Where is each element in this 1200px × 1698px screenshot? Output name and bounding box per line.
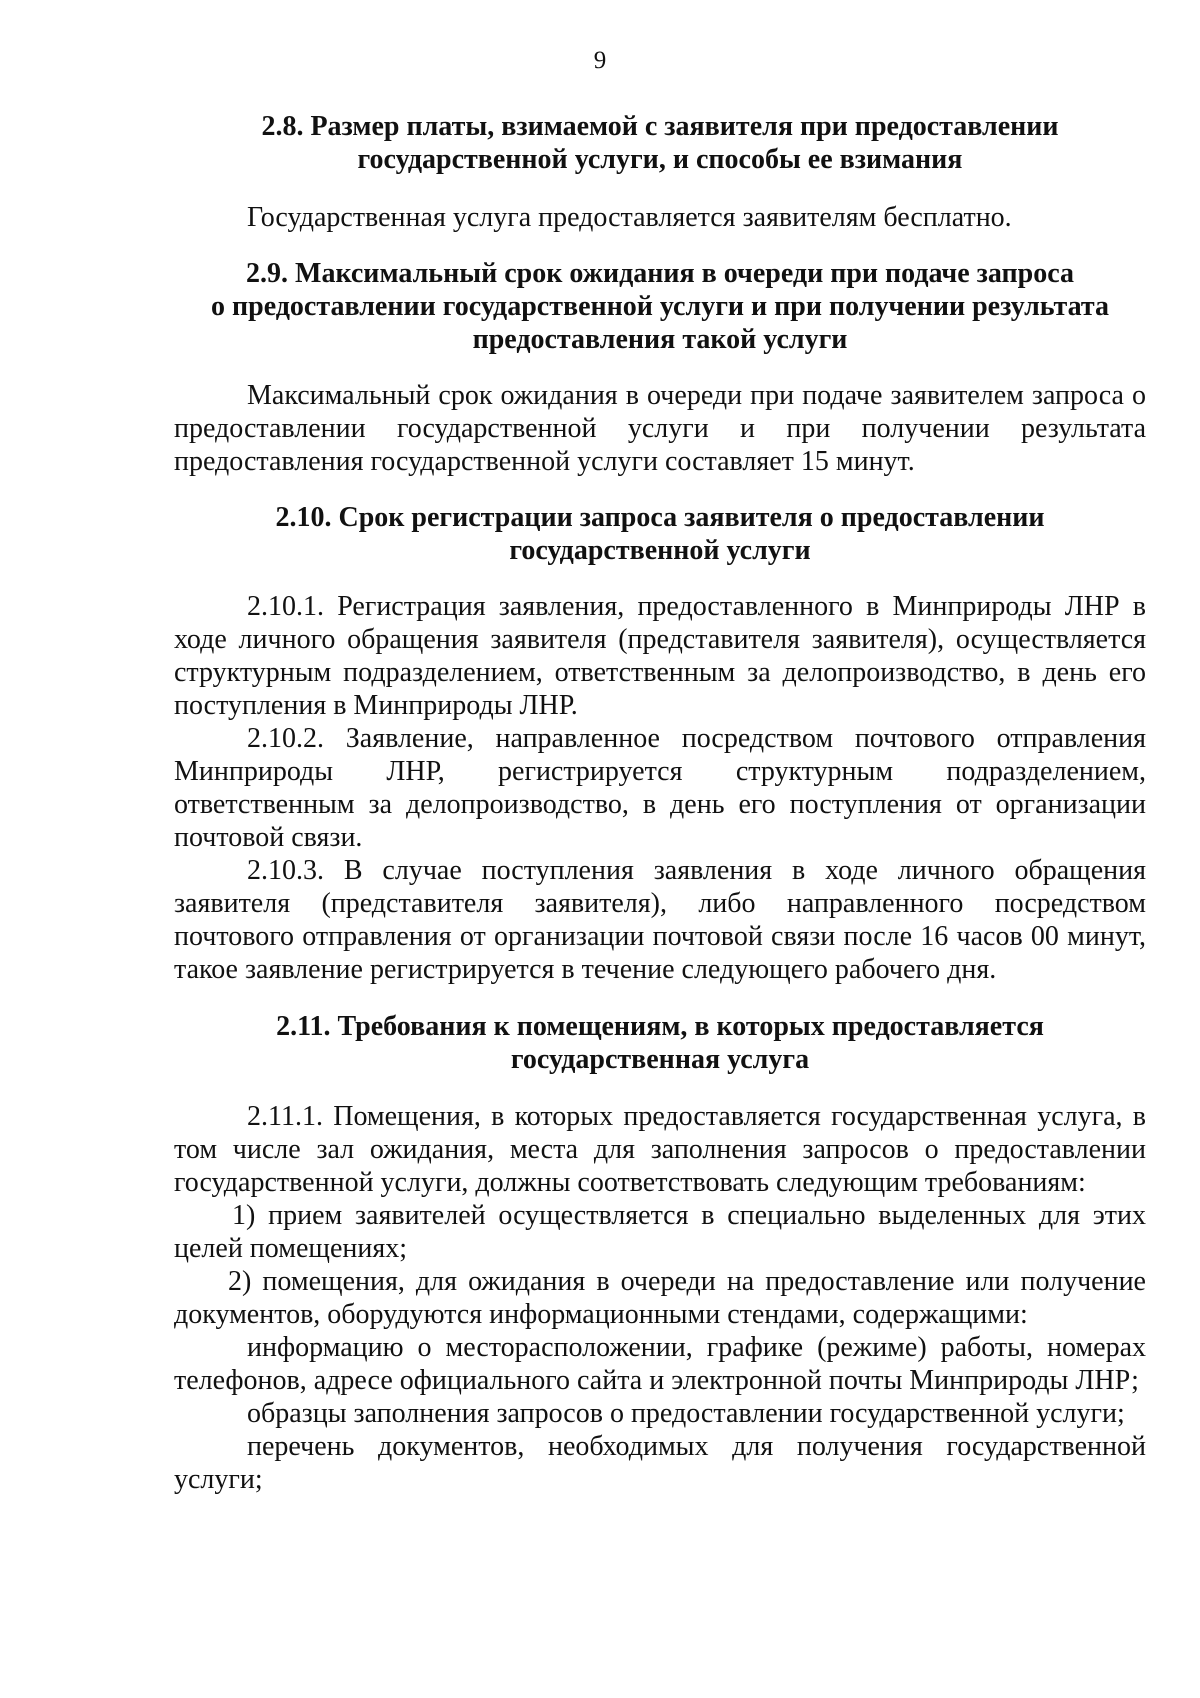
section-2-8 <box>174 110 1146 234</box>
section-2-10-paragraph-3: 2.10.3. В случае поступления заявления в ходе личного обращения заявителя (представителя заявителя), либо направленного посредством почтового отправления от организации почтовой связи после 16 часов 00 минут, такое заявление регистрируется в течение следующего рабочего дня. <box>174 855 1146 985</box>
section-2-9-heading <box>174 257 1146 356</box>
section-2-9 <box>174 257 1146 478</box>
section-2-9-heading-line-3: предоставления такой услуги <box>472 324 848 355</box>
section-2-8-heading-line-2: государственной услуги, и способы ее взимания <box>357 144 963 175</box>
section-2-11-heading <box>174 1010 1146 1076</box>
section-2-10-paragraph-2: 2.10.2. Заявление, направленное посредством почтового отправления Минприроды ЛНР, регистрируется структурным подразделением, ответственным за делопроизводство, в день его поступления от организации почтовой связи. <box>174 723 1146 853</box>
section-2-11-heading-line-1: 2.11. Требования к помещениям, в которых предоставляется <box>276 1011 1044 1042</box>
section-2-11-heading-line-2: государственная услуга <box>510 1044 810 1075</box>
section-2-10-heading-line-2: государственной услуги <box>509 535 811 566</box>
section-2-10-heading-line-1: 2.10. Срок регистрации запроса заявителя о предоставлении <box>275 502 1045 533</box>
section-2-9-paragraph-1: Максимальный срок ожидания в очереди при подаче заявителем запроса о предоставлении государственной услуги и при получении результата предоставления государственной услуги составляет 15 минут. <box>174 380 1146 477</box>
section-2-10-heading <box>174 501 1146 567</box>
page-number: 9 <box>593 47 607 74</box>
section-2-9-heading-line-1: 2.9. Максимальный срок ожидания в очереди при подаче запроса <box>246 258 1074 289</box>
section-2-11-paragraph-samples: образцы заполнения запросов о предоставлении государственной услуги; <box>247 1398 1125 1429</box>
section-2-11-list-item-1: 1) прием заявителей осуществляется в специально выделенных для этих целей помещениях; <box>174 1200 1146 1264</box>
section-2-10-paragraph-1: 2.10.1. Регистрация заявления, предоставленного в Минприроды ЛНР в ходе личного обращения заявителя (представителя заявителя), осуществляется структурным подразделением, ответственным за делопроизводство, в день его поступления в Минприроды ЛНР. <box>174 591 1146 721</box>
section-2-11 <box>174 1010 1146 1496</box>
section-2-8-paragraph-1: Государственная услуга предоставляется заявителям бесплатно. <box>247 202 1012 233</box>
section-2-8-heading-line-1: 2.8. Размер платы, взимаемой с заявителя при предоставлении <box>261 111 1059 142</box>
page-body <box>174 110 1146 1496</box>
section-2-10 <box>174 501 1146 986</box>
section-2-11-paragraph-stand-info: информацию о месторасположении, графике (режиме) работы, номерах телефонов, адресе официального сайта и электронной почты Минприроды ЛНР; <box>174 1332 1146 1396</box>
section-2-8-heading <box>174 110 1146 176</box>
section-2-11-paragraph-1: 2.11.1. Помещения, в которых предоставляется государственная услуга, в том числе зал ожидания, места для заполнения запросов о предоставлении государственной услуги, должны соответствовать следующим требованиям: <box>174 1101 1146 1198</box>
section-2-11-list-item-2: 2) помещения, для ожидания в очереди на предоставление или получение документов, оборудуются информационными стендами, содержащими: <box>174 1266 1146 1330</box>
section-2-9-heading-line-2: о предоставлении государственной услуги и при получении результата <box>211 291 1109 322</box>
section-2-11-paragraph-documents: перечень документов, необходимых для получения государственной услуги; <box>174 1431 1146 1495</box>
